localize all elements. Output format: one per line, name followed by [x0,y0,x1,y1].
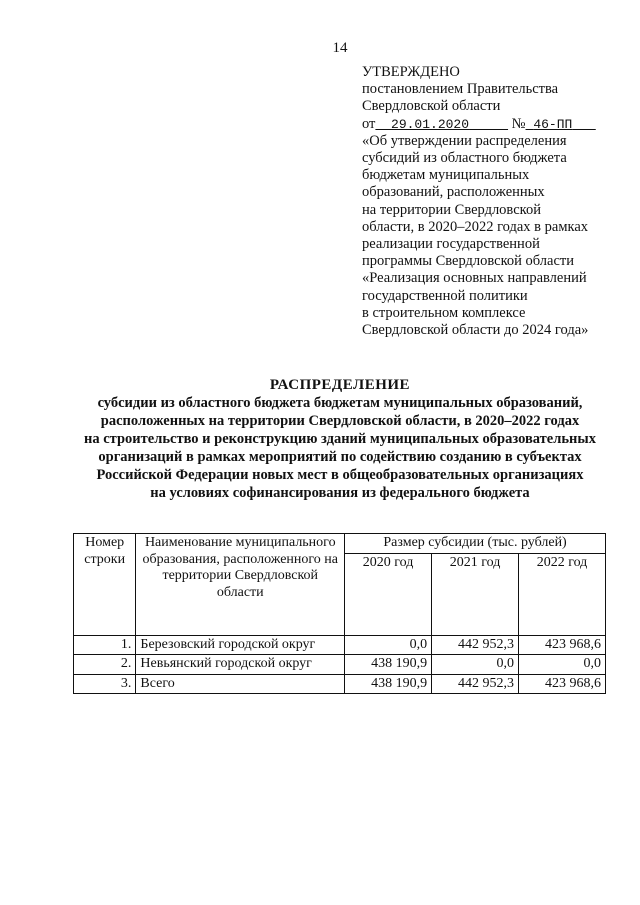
row-value-2020: 438 190,9 [345,674,432,694]
header-name: Наименование муниципального образования, расположенного на территории Свердловской области [136,534,345,636]
row-number: 3. [74,674,136,694]
row-value-2021: 442 952,3 [432,635,519,655]
quote-line: «Реализация основных направлений [362,270,587,287]
subsidy-table [73,533,606,694]
quote-line: Свердловской области до 2024 года» [362,322,589,339]
row-value-2022: 0,0 [519,655,606,675]
row-number: 2. [74,655,136,675]
approval-block [362,64,612,339]
quote-line: «Об утверждении распределения [362,132,567,149]
row-value-2022: 423 968,6 [519,635,606,655]
title-line: Российской Федерации новых мест в общеобразовательных организациях [96,467,584,483]
approval-line-2: Свердловской области [362,98,501,115]
quote-line: программы Свердловской области [362,253,575,270]
quote-line: государственной политики [362,287,528,304]
header-year-2021: 2021 год [432,553,519,635]
quote-line: реализации государственной [362,236,540,253]
row-name: Всего [136,674,345,694]
approval-heading: УТВЕРЖДЕНО [362,64,460,80]
header-year-2020: 2020 год [345,553,432,635]
row-value-2021: 0,0 [432,655,519,675]
approval-number: 46-ПП [533,116,573,132]
row-value-2020: 438 190,9 [345,655,432,675]
number-prefix: № [511,115,526,132]
row-name: Невьянский городской округ [136,655,345,675]
header-year-2022: 2022 год [519,553,606,635]
header-row-number: Номер строки [74,534,136,636]
table-row-total [74,674,606,694]
quote-line: образований, расположенных [362,184,545,201]
quote-line: в строительном комплексе [362,304,526,321]
title-main: РАСПРЕДЕЛЕНИЕ [269,377,411,393]
quote-line: на территории Свердловской [362,201,541,218]
title-line: субсидии из областного бюджета бюджетам муниципальных образований, [97,395,583,411]
quote-line: области, в 2020–2022 годах в рамках [362,218,589,235]
approval-date: 29.01.2020 [391,116,470,132]
row-value-2022: 423 968,6 [519,674,606,694]
table-header-row [74,534,606,554]
row-value-2020: 0,0 [345,635,432,655]
document-title [40,376,640,502]
date-prefix: от [362,115,376,132]
row-number: 1. [74,635,136,655]
table-row [74,635,606,655]
header-subsidy-group: Размер субсидии (тыс. рублей) [345,534,606,554]
row-name: Березовский городской округ [136,635,345,655]
page-number: 14 [332,40,348,56]
row-value-2021: 442 952,3 [432,674,519,694]
title-line: организаций в рамках мероприятий по содействию созданию в субъектах [98,449,582,465]
title-line: расположенных на территории Свердловской области, в 2020–2022 годах [100,413,580,429]
approval-line-1: постановлением Правительства [362,81,559,98]
approval-date-line [362,116,612,133]
title-line: на условиях софинансирования из федерального бюджета [150,485,530,501]
table-row [74,655,606,675]
quote-line: субсидий из областного бюджета [362,150,567,167]
title-line: на строительство и реконструкцию зданий муниципальных образовательных [84,431,596,447]
quote-line: бюджетам муниципальных [362,167,530,184]
